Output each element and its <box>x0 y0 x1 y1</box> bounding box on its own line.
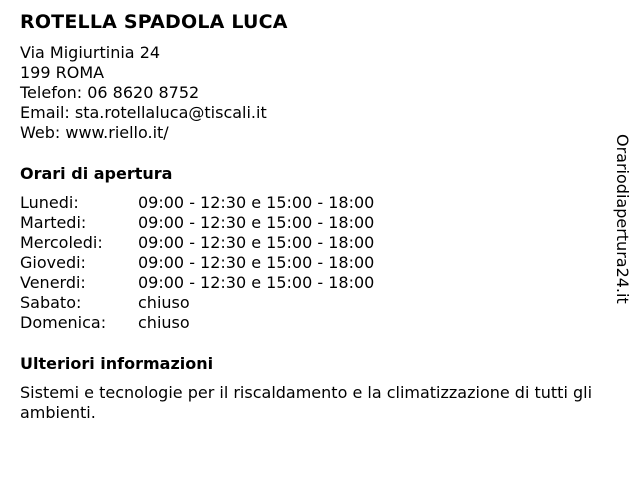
business-name: ROTELLA SPADOLA LUCA <box>20 11 288 33</box>
day-label: Giovedi: <box>20 253 86 272</box>
day-hours: 09:00 - 12:30 e 15:00 - 18:00 <box>138 233 375 252</box>
day-hours: 09:00 - 12:30 e 15:00 - 18:00 <box>138 253 375 272</box>
hours-row-saturday <box>20 293 610 313</box>
contact-block <box>20 43 610 143</box>
site-watermark: Orariodiapertura24.it <box>613 134 632 304</box>
day-hours: 09:00 - 12:30 e 15:00 - 18:00 <box>138 193 375 212</box>
address-city: 199 ROMA <box>20 63 105 82</box>
hours-row-friday <box>20 273 610 293</box>
hours-row-monday <box>20 193 610 213</box>
day-hours: chiuso <box>138 293 190 312</box>
day-label: Mercoledi: <box>20 233 103 252</box>
hours-row-tuesday <box>20 213 610 233</box>
day-hours: 09:00 - 12:30 e 15:00 - 18:00 <box>138 273 375 292</box>
hours-row-wednesday <box>20 233 610 253</box>
email-link[interactable]: Email: sta.rotellaluca@tiscali.it <box>20 103 267 122</box>
hours-row-thursday <box>20 253 610 273</box>
address-street: Via Migiurtinia 24 <box>20 43 161 62</box>
day-label: Venerdi: <box>20 273 86 292</box>
more-info-text: Sistemi e tecnologie per il riscaldamento e la climatizzazione di tutti gli ambienti. <box>20 383 593 422</box>
phone-number[interactable]: Telefon: 06 8620 8752 <box>20 83 200 102</box>
day-label: Sabato: <box>20 293 82 312</box>
opening-hours-heading: Orari di apertura <box>20 164 173 183</box>
day-hours: 09:00 - 12:30 e 15:00 - 18:00 <box>138 213 375 232</box>
day-label: Lunedi: <box>20 193 79 212</box>
more-info-heading: Ulteriori informazioni <box>20 354 214 373</box>
website-link[interactable]: Web: www.riello.it/ <box>20 123 169 142</box>
day-hours: chiuso <box>138 313 190 332</box>
day-label: Martedi: <box>20 213 87 232</box>
business-card <box>20 10 610 423</box>
day-label: Domenica: <box>20 313 107 332</box>
hours-row-sunday <box>20 313 610 333</box>
opening-hours-list <box>20 193 610 333</box>
